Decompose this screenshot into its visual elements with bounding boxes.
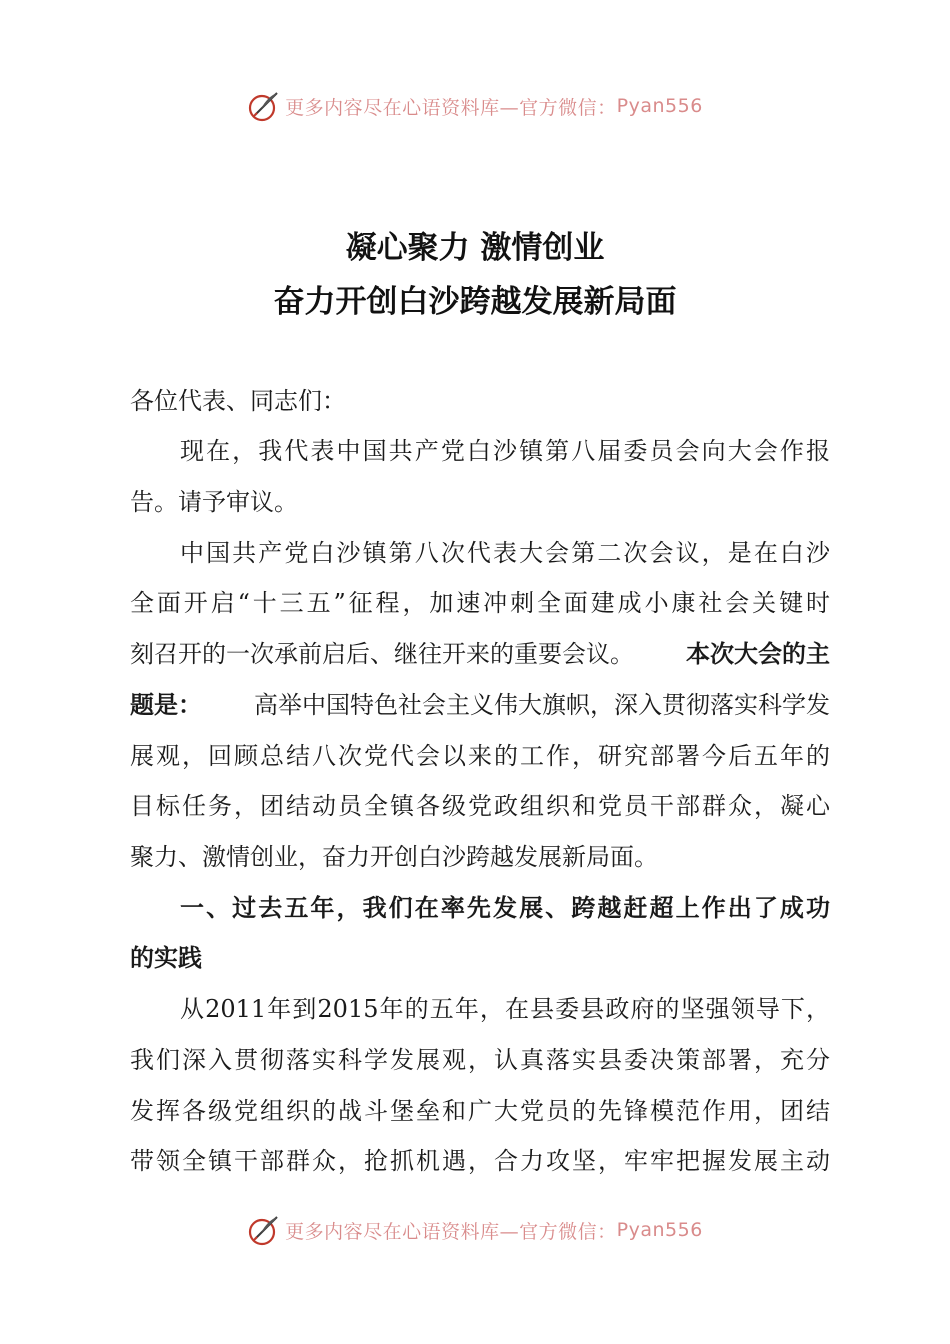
header-watermark	[0, 86, 950, 126]
section-heading-line-1: 一、过去五年，我们在率先发展、跨越赶超上作出了成功	[180, 894, 830, 922]
paragraph-2-line-2: 全面开启“十三五”征程，加速冲刺全面建成小康社会关键时	[130, 589, 830, 617]
paragraph-1-line-2: 告。请予审议。	[130, 488, 298, 516]
theme-label-part-2: 题是：	[130, 691, 202, 719]
paragraph-2-line-7: 聚力、激情创业，奋力开创白沙跨越发展新局面。	[130, 843, 658, 871]
paragraph-3-line-2: 我们深入贯彻落实科学发展观，认真落实县委决策部署，充分	[130, 1046, 830, 1074]
document-title-line-2: 奋力开创白沙跨越发展新局面	[273, 284, 677, 320]
section-heading-line-2: 的实践	[130, 944, 202, 972]
paragraph-3-line-1: 从2011年到2015年的五年，在县委县政府的坚强领导下，	[180, 995, 830, 1023]
footer-watermark	[0, 1210, 950, 1250]
salutation: 各位代表、同志们：	[130, 387, 346, 415]
paragraph-2-line-1: 中国共产党白沙镇第八次代表大会第二次会议，是在白沙	[180, 539, 830, 567]
paragraph-2-line-5: 展观，回顾总结八次党代会以来的工作，研究部署今后五年的	[130, 742, 830, 770]
quill-logo-icon	[247, 89, 281, 123]
theme-label-part-1: 本次大会的主	[686, 640, 830, 668]
paragraph-2-line-3-text: 刻召开的一次承前启后、继往开来的重要会议。	[130, 640, 634, 668]
paragraph-3-line-3: 发挥各级党组织的战斗堡垒和广大党员的先锋模范作用，团结	[130, 1097, 830, 1125]
wechat-id: Pyan556	[616, 95, 703, 117]
document-title-line-1: 凝心聚力 激情创业	[345, 230, 605, 266]
paragraph-1-line-1: 现在，我代表中国共产党白沙镇第八届委员会向大会作报	[180, 437, 830, 465]
quill-logo-icon	[247, 1213, 281, 1247]
paragraph-2-line-6: 目标任务，团结动员全镇各级党政组织和党员干部群众，凝心	[130, 792, 830, 820]
watermark-text: 更多内容尽在心语资料库—官方微信：	[285, 96, 617, 119]
paragraph-3-line-4: 带领全镇干部群众，抢抓机遇，合力攻坚，牢牢把握发展主动	[130, 1147, 830, 1175]
paragraph-2-line-4-text: 高举中国特色社会主义伟大旗帜，深入贯彻落实科学发	[254, 691, 830, 719]
paragraph-2-line-4	[130, 690, 830, 720]
watermark-text: 更多内容尽在心语资料库—官方微信：	[285, 1220, 617, 1243]
paragraph-2-line-3	[130, 639, 830, 669]
wechat-id: Pyan556	[616, 1219, 703, 1241]
